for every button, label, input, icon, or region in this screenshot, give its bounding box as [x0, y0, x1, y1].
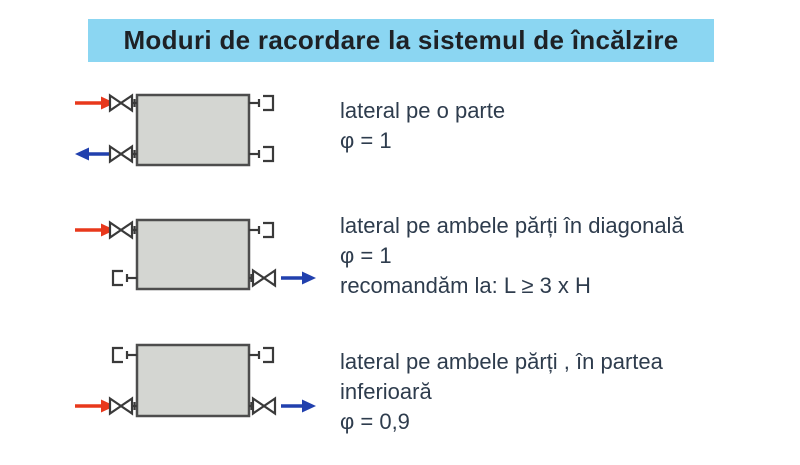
radiator-body — [137, 95, 249, 165]
return-arrow-icon — [281, 272, 316, 285]
page-title: Moduri de racordare la sistemul de încălzire — [123, 25, 679, 55]
valve-icon — [110, 147, 137, 162]
radiator-diagram-lateral-one-side — [57, 83, 337, 183]
phi-value: φ = 1 — [340, 243, 392, 268]
caption-diagonal — [340, 211, 684, 301]
caption-bottom-both-sides — [340, 347, 663, 437]
radiator-body — [137, 220, 249, 289]
caption-line: inferioară — [340, 379, 432, 404]
valve-icon — [249, 271, 275, 286]
phi-value: φ = 0,9 — [340, 409, 410, 434]
radiator-body — [137, 345, 249, 416]
caption-lateral-one-side — [340, 96, 505, 156]
valve-icon — [249, 399, 275, 414]
plug-icon — [249, 96, 273, 161]
valve-icon — [110, 96, 137, 111]
phi-value: φ = 1 — [340, 128, 392, 153]
recommendation-line: recomandăm la: L ≥ 3 x H — [340, 273, 591, 298]
radiator-diagram-bottom-both-sides — [57, 330, 337, 435]
title-banner — [88, 19, 714, 62]
radiator-diagram-diagonal — [57, 205, 337, 305]
valve-icon — [110, 223, 137, 238]
caption-line: lateral pe o parte — [340, 98, 506, 123]
valve-icon — [110, 399, 137, 414]
caption-line: lateral pe ambele părți , în partea — [340, 349, 663, 374]
caption-line: lateral pe ambele părți în diagonală — [340, 213, 684, 238]
return-arrow-icon — [281, 400, 316, 413]
